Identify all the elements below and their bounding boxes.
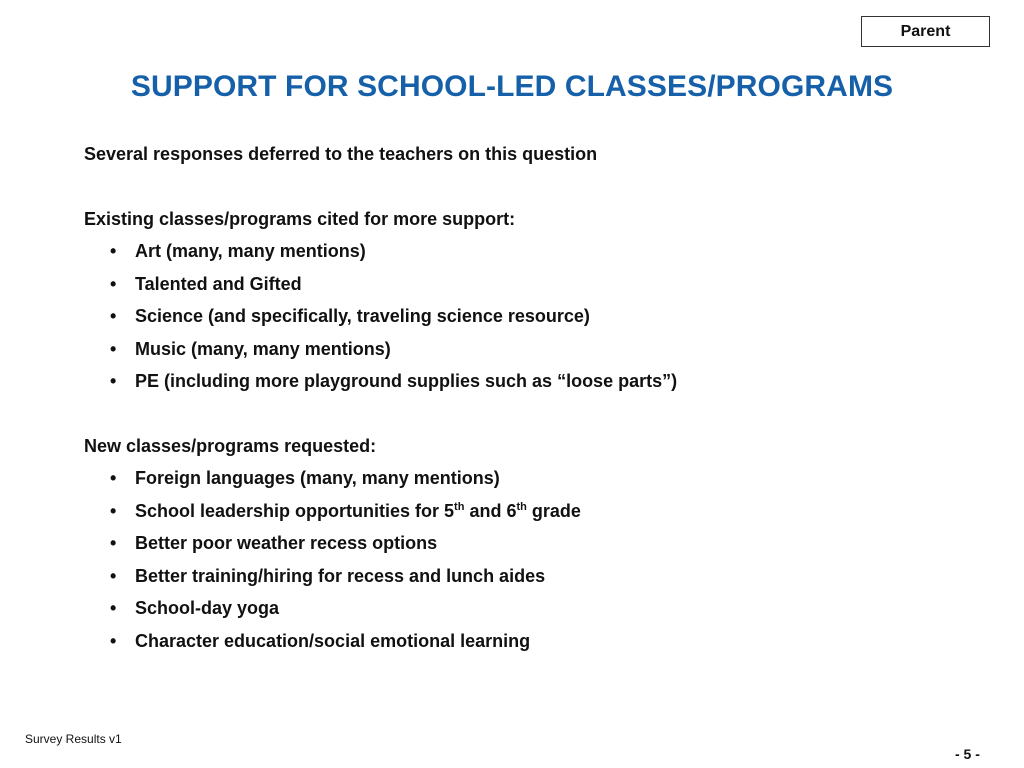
list-item xyxy=(110,240,677,273)
leadership-suffix: grade xyxy=(526,500,581,521)
list-item xyxy=(110,630,581,663)
bullet-icon: • xyxy=(110,306,117,327)
ordinal-suffix: th xyxy=(454,500,465,513)
list-item xyxy=(110,370,677,403)
bullet-icon: • xyxy=(110,630,117,651)
bullet-icon: • xyxy=(110,468,117,488)
audience-badge xyxy=(861,16,990,47)
list-item xyxy=(110,565,581,598)
list-item-text: Foreign languages (many, many mentions) xyxy=(135,468,500,488)
list-item-text: School-day yoga xyxy=(135,598,280,619)
bullet-icon: • xyxy=(110,371,117,392)
list-item-text: Character education/social emotional learning xyxy=(135,630,531,651)
list-item xyxy=(110,597,581,630)
list-item-text: Music (many, many mentions) xyxy=(135,338,391,359)
slide-title: SUPPORT FOR SCHOOL-LED CLASSES/PROGRAMS xyxy=(130,70,894,103)
leadership-prefix: School leadership opportunities for 5 xyxy=(135,500,455,521)
list-item xyxy=(110,532,581,565)
page-number: - 5 - xyxy=(955,746,980,762)
bullet-icon: • xyxy=(110,565,117,586)
bullet-icon: • xyxy=(110,273,117,294)
list-item-text: Better poor weather recess options xyxy=(135,533,438,554)
footer-document-label: Survey Results v1 xyxy=(25,732,122,746)
list-item xyxy=(110,305,677,338)
bullet-icon: • xyxy=(110,598,117,619)
leadership-middle: and 6 xyxy=(464,500,517,521)
bullet-icon: • xyxy=(110,500,117,521)
list-item-text: Better training/hiring for recess and lunch aides xyxy=(135,565,546,586)
existing-programs-list xyxy=(110,240,677,403)
new-programs-heading: New classes/programs requested: xyxy=(84,436,377,456)
list-item-text xyxy=(135,501,581,521)
list-item-text: Talented and Gifted xyxy=(135,273,302,294)
bullet-icon: • xyxy=(110,241,117,261)
list-item xyxy=(110,467,581,500)
intro-text: Several responses deferred to the teachers on this question xyxy=(84,144,598,164)
bullet-icon: • xyxy=(110,338,117,359)
new-programs-list xyxy=(110,467,581,663)
ordinal-suffix: th xyxy=(516,500,527,513)
list-item-text: Science (and specifically, traveling science resource) xyxy=(135,306,590,327)
list-item xyxy=(110,500,581,533)
bullet-icon: • xyxy=(110,533,117,554)
list-item-text: Art (many, many mentions) xyxy=(135,241,366,261)
audience-badge-label: Parent xyxy=(900,22,951,40)
list-item xyxy=(110,273,677,306)
list-item xyxy=(110,338,677,371)
existing-programs-heading: Existing classes/programs cited for more support: xyxy=(84,209,516,229)
list-item-text: PE (including more playground supplies such as “loose parts”) xyxy=(135,371,678,392)
